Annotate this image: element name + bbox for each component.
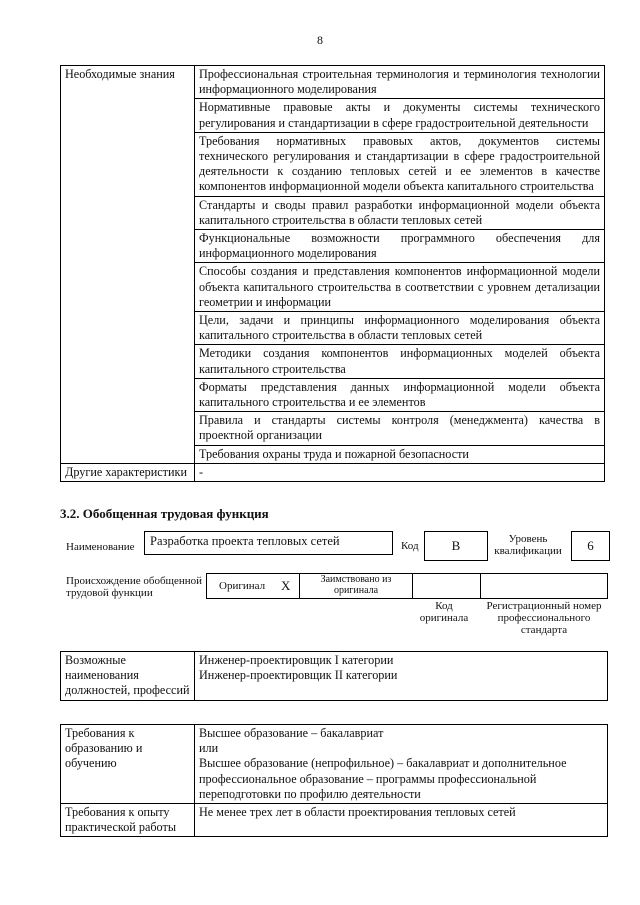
knowledge-item: Требования нормативных правовых актов, документов системы технического регулирования и стандартизации в сфере градостроительной деятельности к созданию тепловых сетей и ее элементов в качестве компонентов информационной модели объекта капитального строительства — [195, 132, 605, 196]
original-mark: X — [281, 578, 291, 593]
other-label: Другие характеристики — [61, 463, 195, 481]
divider — [480, 574, 481, 598]
borrowed-label: Заимствовано из оригинала — [320, 574, 392, 596]
knowledge-item: Требования охраны труда и пожарной безопасности — [195, 445, 605, 463]
education-item: Высшее образование (непрофильное) – бакалавриат и дополнительное профессиональное образование – программы профессиональной переподготовки по профилю деятельности — [199, 756, 567, 801]
experience-value: Не менее трех лет в области проектирования тепловых сетей — [195, 804, 608, 837]
requirements-table — [60, 724, 608, 837]
origin-label: Происхождение обобщенной трудовой функции — [66, 575, 203, 599]
section-title: 3.2. Обобщенная трудовая функция — [60, 506, 269, 521]
education-label: Требования к образованию и обучению — [61, 725, 195, 804]
origin-box — [206, 573, 608, 599]
positions-label: Возможные наименования должностей, профессий — [61, 652, 195, 701]
knowledge-item: Нормативные правовые акты и документы системы технического регулирования и стандартизации в сфере градостроительной деятельности — [195, 99, 605, 132]
experience-label: Требования к опыту практической работы — [61, 804, 195, 837]
level-value: 6 — [571, 531, 610, 561]
other-value: - — [195, 463, 605, 481]
education-item: Высшее образование – бакалавриат — [199, 726, 384, 740]
divider — [412, 574, 413, 598]
reg-number-caption: Регистрационный номер профессионального стандарта — [486, 600, 602, 636]
knowledge-item: Профессиональная строительная терминология и терминология технологии информационного моделирования — [195, 66, 605, 99]
original-label: Оригинал — [219, 580, 266, 592]
knowledge-item: Форматы представления данных информационной модели объекта капитального строительства и ее элементов — [195, 378, 605, 411]
knowledge-label: Необходимые знания — [61, 66, 195, 464]
knowledge-item: Правила и стандарты системы контроля (менеджмента) качества в проектной организации — [195, 412, 605, 445]
position-item: Инженер-проектировщик II категории — [199, 668, 398, 683]
position-item: Инженер-проектировщик I категории — [199, 653, 394, 667]
level-label: Уровень квалификации — [494, 533, 562, 557]
knowledge-item: Стандарты и своды правил разработки информационной модели объекта капитального строительства в области тепловых сетей — [195, 196, 605, 229]
knowledge-table — [60, 65, 605, 482]
code-value: В — [424, 531, 488, 561]
education-item: или — [199, 741, 219, 756]
positions-table — [60, 651, 608, 701]
knowledge-item: Методики создания компонентов информационных моделей объекта капитального строительства — [195, 345, 605, 378]
knowledge-item: Цели, задачи и принципы информационного моделирования объекта капитального строительства в области тепловых сетей — [195, 312, 605, 345]
code-original-caption: Код оригинала — [419, 600, 469, 624]
knowledge-item: Функциональные возможности программного обеспечения для информационного моделирования — [195, 230, 605, 263]
divider — [299, 574, 300, 598]
education-values — [195, 725, 608, 804]
knowledge-item: Способы создания и представления компонентов информационной модели объекта капитального строительства в соответствии с уровнем детализации геометрии и информации — [195, 263, 605, 312]
name-label: Наименование — [66, 541, 135, 553]
page-number: 8 — [317, 33, 323, 47]
positions-values — [195, 652, 608, 701]
function-name: Разработка проекта тепловых сетей — [144, 531, 393, 555]
code-label: Код — [401, 540, 419, 552]
